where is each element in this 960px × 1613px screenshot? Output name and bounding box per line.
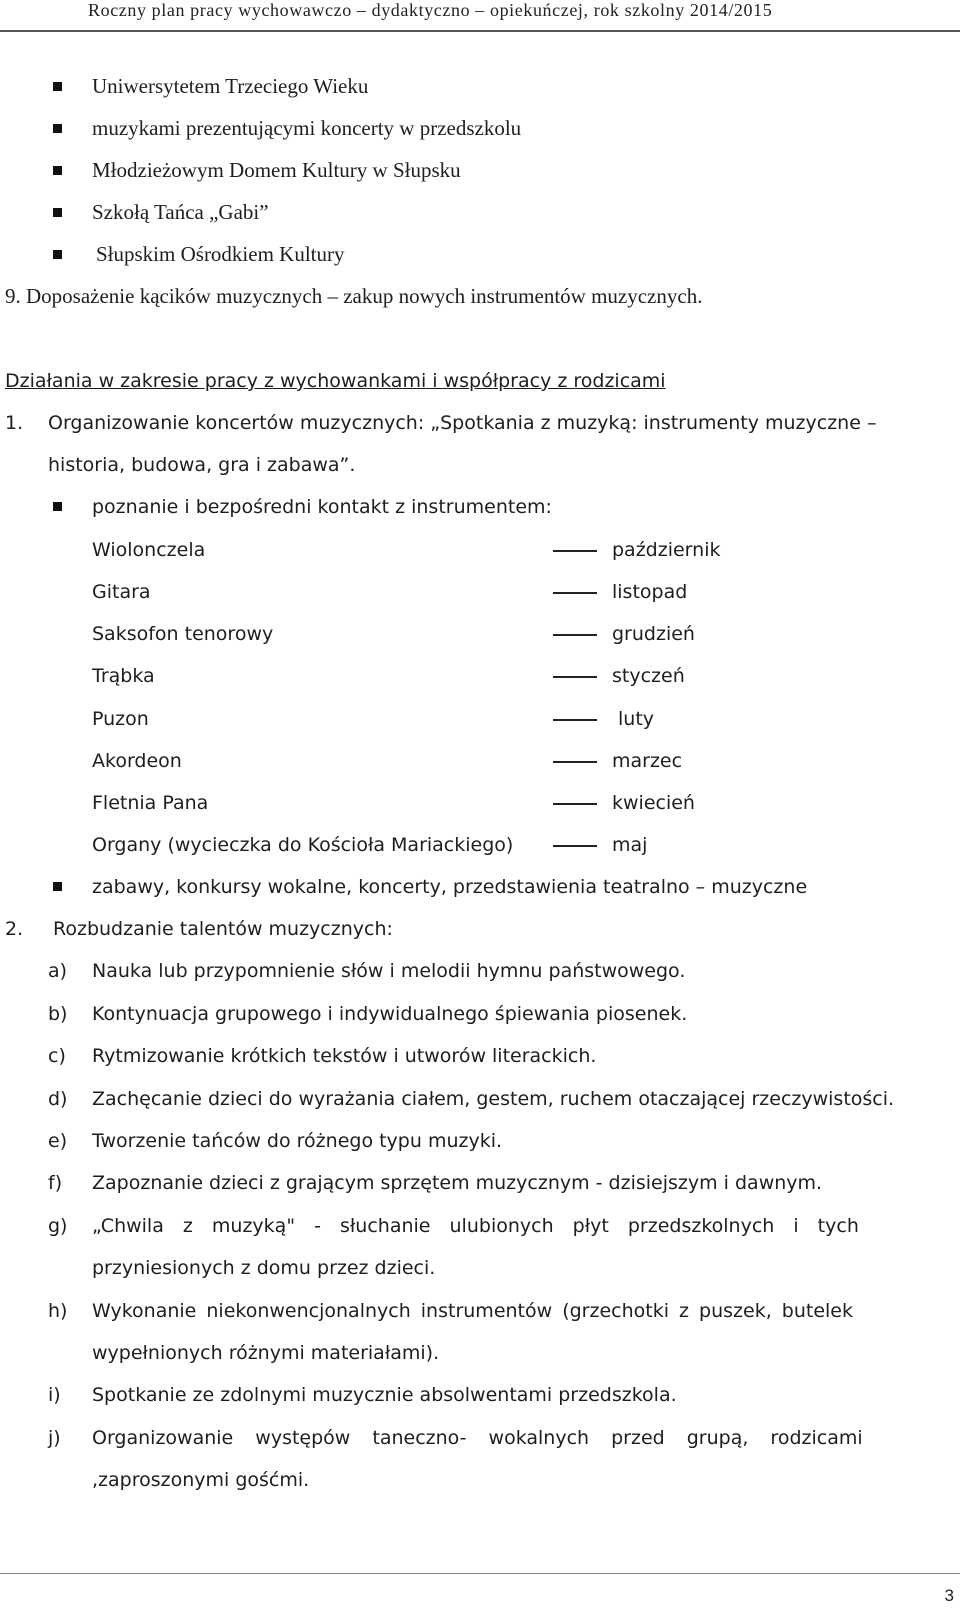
instrument-name: Saksofon tenorowy [92,623,274,645]
list-item: Spotkanie ze zdolnymi muzycznie absolwentami przedszkola. [92,1384,677,1406]
list-item-continuation: przyniesionych z domu przez dzieci. [92,1257,436,1279]
instrument-name: Organy (wycieczka do Kościoła Mariackiego) [92,834,514,856]
dash-separator [553,550,597,552]
list-item-continuation: ,zaproszonymi gośćmi. [92,1469,310,1491]
partner-item: Słupskim Ośrodkiem Kultury [96,242,345,266]
sub-bullet: poznanie i bezpośredni kontakt z instrumentem: [92,496,552,518]
footer-rule [0,1573,960,1574]
list-letter: a) [48,960,68,982]
month-name: październik [612,539,721,561]
bullet-icon [53,166,62,175]
zabawy-bullet: zabawy, konkursy wokalne, koncerty, przedstawienia teatralno – muzyczne [92,876,808,898]
dash-separator [553,592,597,594]
month-name: grudzień [612,623,695,645]
bullet-icon [53,502,62,511]
item-1-line2: historia, budowa, gra i zabawa”. [48,454,356,476]
bullet-icon [53,250,62,259]
list-letter: g) [48,1215,68,1237]
instrument-name: Fletnia Pana [92,792,209,814]
header-rule [0,30,960,32]
partner-item: Szkołą Tańca „Gabi” [92,200,269,224]
dash-separator [553,676,597,678]
month-name: listopad [612,581,688,603]
month-name: kwiecień [612,792,695,814]
bullet-icon [53,208,62,217]
section-title: Działania w zakresie pracy z wychowankami i współpracy z rodzicami [5,370,666,392]
dash-separator [553,719,597,721]
instrument-name: Wiolonczela [92,539,206,561]
list-item: Nauka lub przypomnienie słów i melodii hymnu państwowego. [92,960,686,982]
list-item: Tworzenie tańców do różnego typu muzyki. [92,1130,503,1152]
list-item: Rytmizowanie krótkich tekstów i utworów literackich. [92,1045,597,1067]
list-item: Zapoznanie dzieci z grającym sprzętem muzycznym - dzisiejszym i dawnym. [92,1172,823,1194]
list-item-continuation: wypełnionych różnymi materiałami). [92,1342,440,1364]
bullet-icon [53,882,62,891]
list-item: Wykonanie niekonwencjonalnych instrumentów (grzechotki z puszek, butelek [92,1300,854,1322]
month-name: maj [612,834,648,856]
partner-item: muzykami prezentującymi koncerty w przedszkolu [92,116,522,140]
item-1-line1: Organizowanie koncertów muzycznych: „Spotkania z muzyką: instrumenty muzyczne – [48,412,877,434]
list-letter: j) [48,1427,61,1449]
dash-separator [553,761,597,763]
list-item: Zachęcanie dzieci do wyrażania ciałem, gestem, ruchem otaczającej rzeczywistości. [92,1088,895,1110]
bullet-icon [53,124,62,133]
list-item: Organizowanie występów taneczno- wokalnych przed grupą, rodzicami [92,1427,863,1449]
dash-separator [553,634,597,636]
partner-item: Uniwersytetem Trzeciego Wieku [92,74,369,98]
item-2-title: Rozbudzanie talentów muzycznych: [53,918,393,940]
instrument-name: Gitara [92,581,151,603]
running-header: Roczny plan pracy wychowawczo – dydaktyczno – opiekuńczej, rok szkolny 2014/2015 [88,0,773,20]
item-1-number: 1. [5,412,24,434]
list-item: „Chwila z muzyką" - słuchanie ulubionych płyt przedszkolnych i tych [92,1215,859,1237]
dash-separator [553,845,597,847]
list-letter: c) [48,1045,66,1067]
instrument-name: Trąbka [92,665,155,687]
instrument-name: Akordeon [92,750,182,772]
dash-separator [553,803,597,805]
list-letter: h) [48,1300,68,1322]
list-letter: d) [48,1088,68,1110]
item-9: 9. Doposażenie kącików muzycznych – zakup nowych instrumentów muzycznych. [5,284,703,308]
list-letter: b) [48,1003,68,1025]
list-letter: i) [48,1384,61,1406]
item-2-number: 2. [5,918,24,940]
page-number: 3 [944,1586,954,1605]
partner-item: Młodzieżowym Domem Kultury w Słupsku [92,158,461,182]
list-letter: e) [48,1130,68,1152]
list-item: Kontynuacja grupowego i indywidualnego śpiewania piosenek. [92,1003,688,1025]
bullet-icon [53,82,62,91]
list-letter: f) [48,1172,63,1194]
month-name: luty [618,708,655,730]
instrument-name: Puzon [92,708,149,730]
month-name: marzec [612,750,683,772]
month-name: styczeń [612,665,685,687]
